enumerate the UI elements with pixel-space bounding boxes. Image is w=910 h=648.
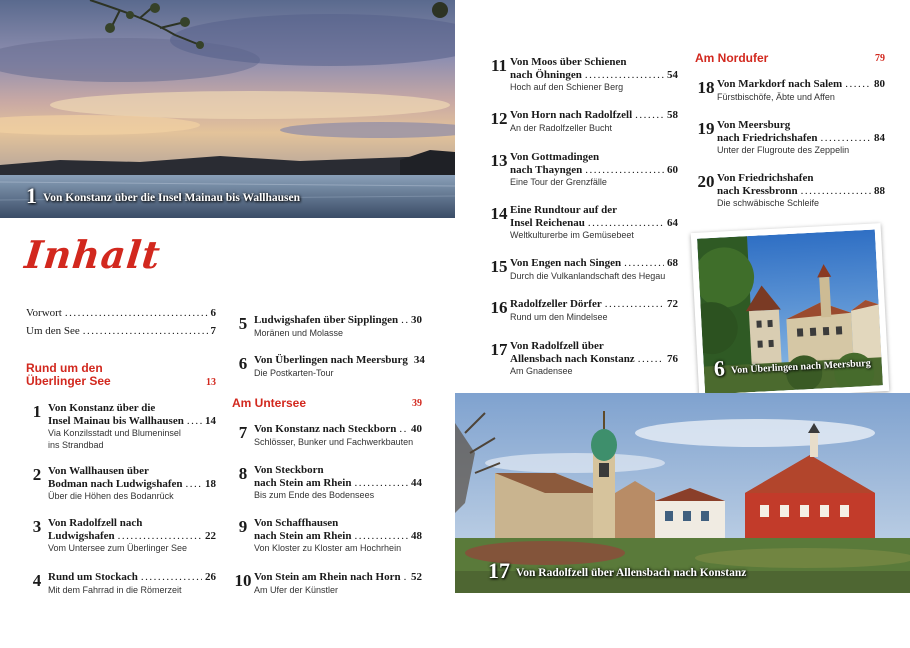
- tour-title-line: Insel Reichenau: [510, 216, 585, 229]
- section-title-line: Rund um den: [26, 361, 103, 375]
- tour-title-line: Von Meersburg: [717, 119, 791, 131]
- page-number: 18: [205, 477, 216, 490]
- tour-title-line: Ludwigshafen über Sipplingen: [254, 314, 399, 326]
- tour-subtitle: Unter der Flugroute des Zeppelin: [717, 145, 850, 155]
- section-page: 79: [875, 53, 885, 64]
- tour-number: 2: [32, 465, 42, 484]
- tour-title-line: Eine Rundtour auf der: [510, 204, 618, 216]
- tour-title-line: Von Markdorf nach Salem: [717, 78, 843, 90]
- toc-entry[interactable]: [695, 172, 885, 210]
- tour-subtitle: Von Kloster zu Kloster am Hochrhein: [254, 543, 402, 553]
- tour-subtitle: Moränen und Molasse: [254, 327, 344, 338]
- page-number: 72: [667, 298, 678, 310]
- toc-entry[interactable]: [695, 78, 885, 103]
- tour-title-line: nach Stein am Rhein: [254, 529, 352, 542]
- tour-title-line: Rund um Stockach: [48, 571, 138, 583]
- front-matter-label: Vorwort: [26, 307, 62, 319]
- tour-title-line: Von Konstanz über die: [48, 402, 156, 414]
- tour-title-line: Von Schaffhausen: [254, 517, 339, 529]
- tour-number: 9: [238, 517, 248, 536]
- caption-number: 1: [26, 183, 37, 208]
- page-number: 34: [413, 354, 425, 366]
- toc-entry[interactable]: [488, 204, 678, 242]
- tour-title-line: Von Stein am Rhein nach Horn: [254, 571, 401, 583]
- tour-number: 13: [490, 151, 508, 170]
- toc-entry[interactable]: [26, 465, 216, 503]
- toc-entry[interactable]: [26, 402, 216, 451]
- page-number: 80: [874, 78, 885, 90]
- tour-subtitle: Weltkulturerbe im Gemüsebeet: [510, 230, 634, 240]
- page-number: 30: [411, 314, 422, 326]
- toc-entry[interactable]: [232, 354, 425, 379]
- tour-title-line: Von Friedrichshafen: [717, 172, 814, 184]
- page-number: 22: [205, 529, 216, 542]
- tour-number: 19: [697, 119, 715, 138]
- tour-subtitle: Fürstbischöfe, Äbte und Affen: [717, 91, 835, 102]
- toc-entry[interactable]: [488, 340, 678, 378]
- toc-entry[interactable]: [232, 423, 422, 448]
- tour-subtitle: Mit dem Fahrrad in die Römerzeit: [48, 584, 182, 595]
- page-number: 58: [667, 109, 678, 121]
- tour-subtitle: Vom Untersee zum Überlinger See: [48, 543, 188, 553]
- tour-number: 10: [234, 571, 252, 590]
- page-title: Inhalt: [22, 232, 164, 277]
- section-title-line: Am Nordufer: [695, 51, 769, 65]
- tour-title-line: Von Horn nach Radolfzell: [510, 109, 633, 121]
- tour-title-line: Von Gottmadingen: [510, 151, 600, 163]
- tour-title-line: Von Konstanz nach Steckborn: [254, 423, 397, 435]
- section-page: 13: [206, 377, 216, 388]
- tour-number: 7: [238, 423, 248, 442]
- page-number: 84: [874, 131, 885, 144]
- photo-allensbach: [455, 393, 910, 593]
- page-number: 52: [411, 571, 422, 583]
- tour-title-line: Von Steckborn: [254, 464, 324, 476]
- tour-number: 17: [490, 340, 508, 359]
- caption-number: 17: [488, 558, 510, 583]
- caption-text: Von Radolfzell über Allensbach nach Konstanz: [516, 567, 747, 579]
- section-page: 39: [412, 398, 422, 409]
- toc-entry[interactable]: [232, 571, 422, 596]
- page-number: 7: [210, 325, 216, 337]
- toc-entry[interactable]: [488, 298, 678, 323]
- front-matter-item[interactable]: [26, 307, 216, 320]
- tour-title-line: nach Öhningen: [510, 68, 582, 81]
- photo-lake-sunset: [0, 0, 455, 218]
- tour-subtitle: Über die Höhen des Bodanrück: [48, 491, 174, 501]
- section-heading-ueberlinger[interactable]: [26, 362, 216, 390]
- tour-number: 11: [490, 56, 508, 75]
- section-heading-untersee[interactable]: [232, 397, 422, 411]
- page-number: 64: [667, 216, 678, 229]
- page-number: 76: [667, 352, 678, 365]
- tour-title-line: Bodman nach Ludwigshafen: [48, 477, 183, 490]
- tour-number: 4: [32, 571, 42, 590]
- tour-number: 3: [32, 517, 42, 536]
- photo-meersburg: [697, 229, 883, 394]
- caption-number: 6: [713, 355, 726, 382]
- tour-subtitle: Via Konzilsstadt und Blumeninsel: [48, 428, 181, 438]
- tour-subtitle: ins Strandbad: [48, 439, 104, 450]
- tour-subtitle: Am Gnadensee: [510, 366, 573, 376]
- tour-subtitle: Schlösser, Bunker und Fachwerkbauten: [254, 436, 414, 447]
- tour-title-line: Von Überlingen nach Meersburg: [254, 354, 408, 366]
- tour-title-line: Ludwigshafen: [48, 529, 115, 542]
- page-number: 48: [411, 529, 422, 542]
- toc-entry[interactable]: [232, 314, 422, 339]
- tour-number: 14: [490, 204, 508, 223]
- tour-number: 15: [490, 257, 508, 276]
- toc-entry[interactable]: [695, 119, 885, 157]
- tour-subtitle: Eine Tour der Grenzfälle: [510, 177, 607, 187]
- page-number: 6: [210, 307, 216, 319]
- tour-number: 1: [32, 402, 42, 421]
- toc-entry[interactable]: [488, 56, 678, 94]
- page-number: 88: [874, 184, 885, 197]
- page-number: 68: [667, 257, 678, 269]
- tour-subtitle: An der Radolfzeller Bucht: [510, 122, 613, 133]
- tour-title-line: Insel Mainau bis Wallhausen: [48, 414, 184, 427]
- caption-text: Von Konstanz über die Insel Mainau bis Wallhausen: [43, 192, 301, 204]
- photo-caption: [26, 183, 300, 209]
- tour-subtitle: Die schwäbische Schleife: [717, 198, 820, 208]
- page-number: 54: [667, 68, 678, 81]
- tour-title-line: nach Friedrichshafen: [717, 131, 818, 144]
- tour-number: 12: [490, 109, 508, 128]
- tour-title-line: Von Radolfzell nach: [48, 517, 143, 529]
- toc-entry[interactable]: [488, 257, 678, 282]
- front-matter-label: Um den See: [26, 325, 80, 337]
- tour-title-line: Von Radolfzell über: [510, 340, 604, 352]
- section-heading-nordufer[interactable]: [695, 52, 885, 66]
- tour-number: 20: [697, 172, 715, 191]
- tour-subtitle: Am Ufer der Künstler: [254, 584, 339, 595]
- page-number: 44: [411, 476, 422, 489]
- tour-number: 16: [490, 298, 508, 317]
- photo-caption: [488, 558, 746, 584]
- toc-entry[interactable]: [26, 571, 216, 596]
- tour-subtitle: Hoch auf den Schiener Berg: [510, 82, 624, 92]
- front-matter-item[interactable]: [26, 325, 216, 338]
- tour-title-line: nach Kressbronn: [717, 184, 798, 197]
- page-number: 14: [205, 414, 216, 427]
- tour-title-line: Von Wallhausen über: [48, 465, 149, 477]
- tour-number: 18: [697, 78, 715, 97]
- tour-title-line: nach Thayngen: [510, 163, 583, 176]
- tour-subtitle: Durch die Vulkanlandschaft des Hegau: [510, 270, 666, 281]
- tour-title-line: Von Moos über Schienen: [510, 56, 627, 68]
- tour-number: 6: [238, 354, 248, 373]
- tour-number: 8: [238, 464, 248, 483]
- page-number: 40: [411, 423, 422, 435]
- tour-number: 5: [238, 314, 248, 333]
- page-number: 26: [205, 571, 216, 583]
- section-title-line: Am Untersee: [232, 396, 307, 410]
- tour-subtitle: Die Postkarten-Tour: [254, 367, 334, 378]
- tour-title-line: Von Engen nach Singen: [510, 257, 622, 269]
- section-title-line: Überlinger See: [26, 374, 111, 388]
- toc-entry[interactable]: [26, 517, 216, 555]
- toc-entry[interactable]: [232, 464, 422, 502]
- photo-frame: [691, 223, 890, 401]
- tour-title-line: nach Stein am Rhein: [254, 476, 352, 489]
- toc-entry[interactable]: [488, 151, 678, 189]
- page-number: 60: [667, 163, 678, 176]
- tour-title-line: Allensbach nach Konstanz: [510, 352, 635, 365]
- toc-entry[interactable]: [232, 517, 422, 555]
- tour-subtitle: Bis zum Ende des Bodensees: [254, 490, 375, 500]
- caption-text: Von Überlingen nach Meersburg: [730, 357, 872, 377]
- tour-title-line: Radolfzeller Dörfer: [510, 298, 602, 310]
- toc-entry[interactable]: [488, 109, 678, 134]
- tour-subtitle: Rund um den Mindelsee: [510, 311, 608, 322]
